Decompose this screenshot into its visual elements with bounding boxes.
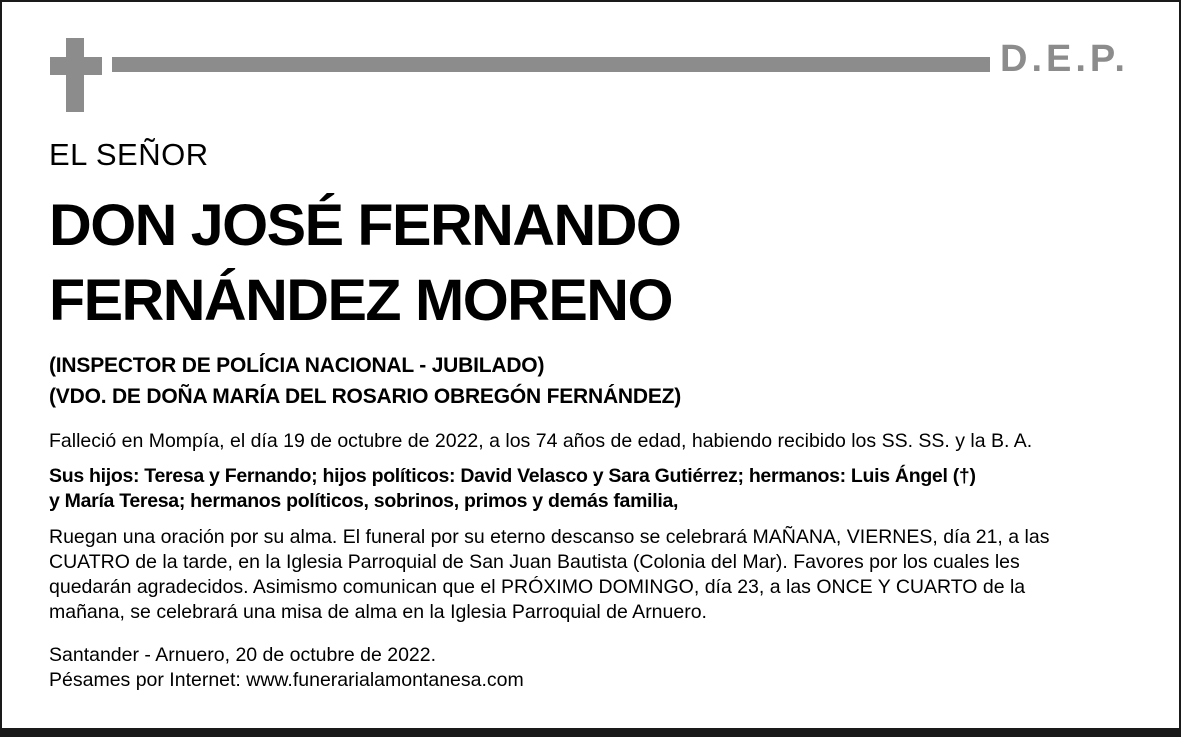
dep-label: D.E.P. bbox=[1000, 38, 1129, 80]
place-date: Santander - Arnuero, 20 de octubre de 2022. bbox=[49, 644, 437, 666]
family-line: Sus hijos: Teresa y Fernando; hijos políticos: David Velasco y Sara Gutiérrez; hermanos: Luis Ángel (†) bbox=[49, 465, 976, 487]
request-line: mañana, se celebrará una misa de alma en la Iglesia Parroquial de Arnuero. bbox=[49, 601, 707, 623]
family-list bbox=[49, 464, 1159, 514]
honorific: EL SEÑOR bbox=[49, 137, 209, 172]
funeral-request bbox=[49, 525, 1159, 625]
family-line: y María Teresa; hermanos políticos, sobrinos, primos y demás familia, bbox=[49, 490, 679, 512]
request-line: quedarán agradecidos. Asimismo comunican que el PRÓXIMO DOMINGO, día 23, a las ONCE Y CUARTO de la bbox=[49, 576, 1026, 598]
widower-subtitle: (VDO. DE DOÑA MARÍA DEL ROSARIO OBREGÓN FERNÁNDEZ) bbox=[49, 385, 682, 408]
deceased-name-line1: DON JOSÉ FERNANDO bbox=[49, 193, 681, 258]
occupation-subtitle: (INSPECTOR DE POLÍCIA NACIONAL - JUBILADO) bbox=[49, 354, 545, 377]
header-rule bbox=[112, 57, 990, 72]
request-line: Ruegan una oración por su alma. El funeral por su eterno descanso se celebrará MAÑANA, VIERNES, día 21, a las bbox=[49, 526, 1050, 548]
death-notice bbox=[49, 429, 1159, 454]
death-notice-text: Falleció en Mompía, el día 19 de octubre de 2022, a los 74 años de edad, habiendo recibido los SS. SS. y la B. A. bbox=[49, 430, 1033, 452]
condolences-web: Pésames por Internet: www.funerarialamontanesa.com bbox=[49, 669, 524, 691]
cross-icon bbox=[50, 38, 102, 112]
request-line: CUATRO de la tarde, en la Iglesia Parroquial de San Juan Bautista (Colonia del Mar). Favores por los cuales les bbox=[49, 551, 1020, 573]
deceased-name-line2: FERNÁNDEZ MORENO bbox=[49, 268, 672, 333]
